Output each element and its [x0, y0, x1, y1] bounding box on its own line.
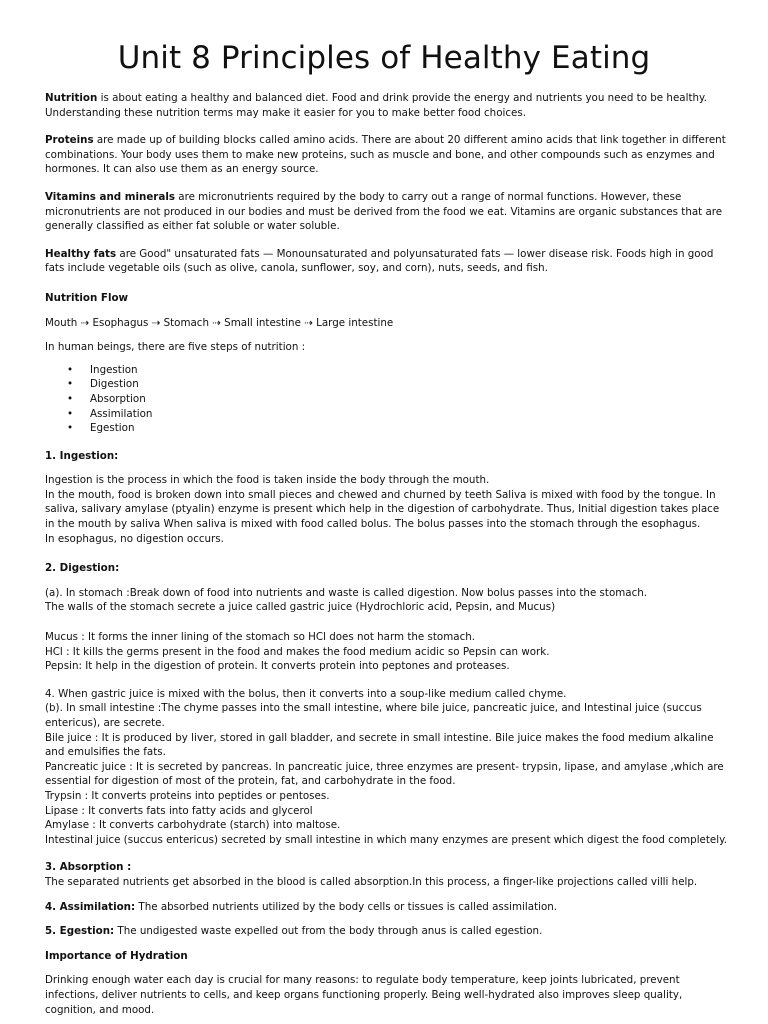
hydration-text: Drinking enough water each day is crucial for many reasons: to regulate body temperature, keep joints lubricated, prevent infections, deliver nutrients to cells, and keep organs functioning properly. Being well-hydrated also improves sleep quality, cognition, and mood.: [45, 974, 683, 1016]
intestine-line: Lipase : It converts fats into fatty acids and glycerol: [45, 804, 313, 817]
egestion-text: The undigested waste expelled out from the body through anus is called egestion.: [114, 925, 543, 938]
absorption-heading: 3. Absorption :: [45, 861, 132, 874]
gastric-line: Mucus : It forms the inner lining of the stomach so HCl does not harm the stomach.: [45, 631, 476, 644]
list-item: • Assimilation: [67, 407, 153, 420]
bullet: •: [67, 378, 74, 391]
steps-list: [45, 363, 728, 436]
intestine-line: Trypsin : It converts proteins into peptides or pentoses.: [45, 789, 330, 802]
proteins-text: are made up of building blocks called amino acids. There are about 20 different amino acids that link together in different combinations. Your body uses them to make new proteins, such as muscle and bone, and other compounds such as enzymes and hormones. It can also use them as an energy source.: [45, 134, 726, 176]
fats-paragraph: [45, 247, 728, 276]
flow-sequence: Mouth ⇢ Esophagus ⇢ Stomach ⇢ Small intestine ⇢ Large intestine: [45, 316, 394, 329]
absorption-text: The separated nutrients get absorbed in the blood is called absorption.In this process, a finger-like projections called villi help.: [45, 875, 698, 888]
hydration-heading: Importance of Hydration: [45, 949, 188, 962]
assimilation-text: The absorbed nutrients utilized by the body cells or tissues is called assimilation.: [135, 900, 558, 913]
flow-heading: Nutrition Flow: [45, 291, 129, 304]
page-title: Unit 8 Principles of Healthy Eating: [117, 40, 651, 76]
intestine-line: Intestinal juice (succus entericus) secreted by small intestine in which many enzymes are present which digest the food completely.: [45, 833, 728, 846]
fats-text: are Good" unsaturated fats — Monounsaturated and polyunsaturated fats — lower disease risk. Foods high in good fats include vegetable oils (such as olive, canola, sunflower, soy, and corn), nuts, seeds, and fish.: [45, 247, 714, 275]
vitamins-text: are micronutrients required by the body to carry out a range of normal functions. However, these micronutrients are not produced in our bodies and must be derived from the food we eat. Vitamins are organic substances that are generally classified as either fat soluble or water soluble.: [45, 190, 723, 233]
proteins-term: Proteins: [45, 134, 94, 147]
digestion-line: The walls of the stomach secrete a juice called gastric juice (Hydrochloric acid, Pepsin, and Mucus): [45, 601, 556, 614]
assimilation-heading: 4. Assimilation:: [45, 900, 136, 913]
digestion-heading: 2. Digestion:: [45, 562, 120, 575]
list-item: • Digestion: [67, 378, 139, 391]
fats-term: Healthy fats: [45, 247, 117, 260]
list-item: • Egestion: [67, 422, 135, 435]
ingestion-line: In esophagus, no digestion occurs.: [45, 532, 224, 545]
vitamins-paragraph: [45, 190, 728, 234]
egestion-paragraph: [45, 924, 728, 939]
egestion-heading: 5. Egestion:: [45, 925, 115, 938]
steps-intro: In human beings, there are five steps of nutrition :: [45, 341, 306, 354]
document-body: [45, 91, 728, 1017]
ingestion-heading: 1. Ingestion:: [45, 449, 119, 462]
intestine-line: (b). In small intestine :The chyme passes into the small intestine, where bile juice, pancreatic juice, and Intestinal juice (succus entericus), are secrete.: [45, 702, 702, 729]
digestion-line: (a). In stomach :Break down of food into nutrients and waste is called digestion. Now bolus passes into the stomach.: [45, 586, 648, 599]
bullet: •: [67, 363, 74, 376]
nutrition-text: is about eating a healthy and balanced diet. Food and drink provide the energy and nutrients you need to be healthy. Understanding these nutrition terms may make it easier for you to make better food choices.: [45, 92, 707, 119]
bullet: •: [67, 422, 74, 435]
list-item: • Ingestion: [67, 363, 138, 376]
bullet: •: [67, 392, 74, 405]
bullet: •: [67, 407, 74, 420]
nutrition-term: Nutrition: [45, 92, 98, 104]
intestine-line: Pancreatic juice : It is secreted by pancreas. In pancreatic juice, three enzymes are present- trypsin, lipase, and amylase ,which are essential for digestion of most of the protein, fat, and carbohydrate in the food.: [45, 760, 724, 788]
gastric-line: HCl : It kills the germs present in the food and makes the food medium acidic so Pepsin can work.: [45, 645, 550, 658]
proteins-paragraph: [45, 133, 728, 177]
intestine-line: Bile juice : It is produced by liver, stored in gall bladder, and secrete in small intestine. Bile juice makes the food medium alkaline and emulsifies the fats.: [45, 731, 714, 759]
ingestion-line: In the mouth, food is broken down into small pieces and chewed and churned by teeth Saliva is mixed with food by the tongue. In saliva, salivary amylase (ptyalin) enzyme is present which help in the digestion of carbohydrate. Thus, Initial digestion takes place in the mouth by saliva When saliva is mixed with food called bolus. The bolus passes into the stomach through the esophagus.: [45, 488, 720, 531]
intestine-line: Amylase : It converts carbohydrate (starch) into maltose.: [45, 819, 341, 832]
intestine-line: 4. When gastric juice is mixed with the bolus, then it converts into a soup-like medium called chyme.: [45, 687, 567, 700]
gastric-line: Pepsin: It help in the digestion of protein. It converts protein into peptones and proteases.: [45, 660, 510, 673]
ingestion-line: Ingestion is the process in which the food is taken inside the body through the mouth.: [45, 474, 490, 487]
list-item: • Absorption: [67, 392, 146, 405]
assimilation-paragraph: [45, 900, 728, 915]
vitamins-term: Vitamins and minerals: [45, 190, 175, 203]
nutrition-paragraph: [45, 91, 728, 120]
